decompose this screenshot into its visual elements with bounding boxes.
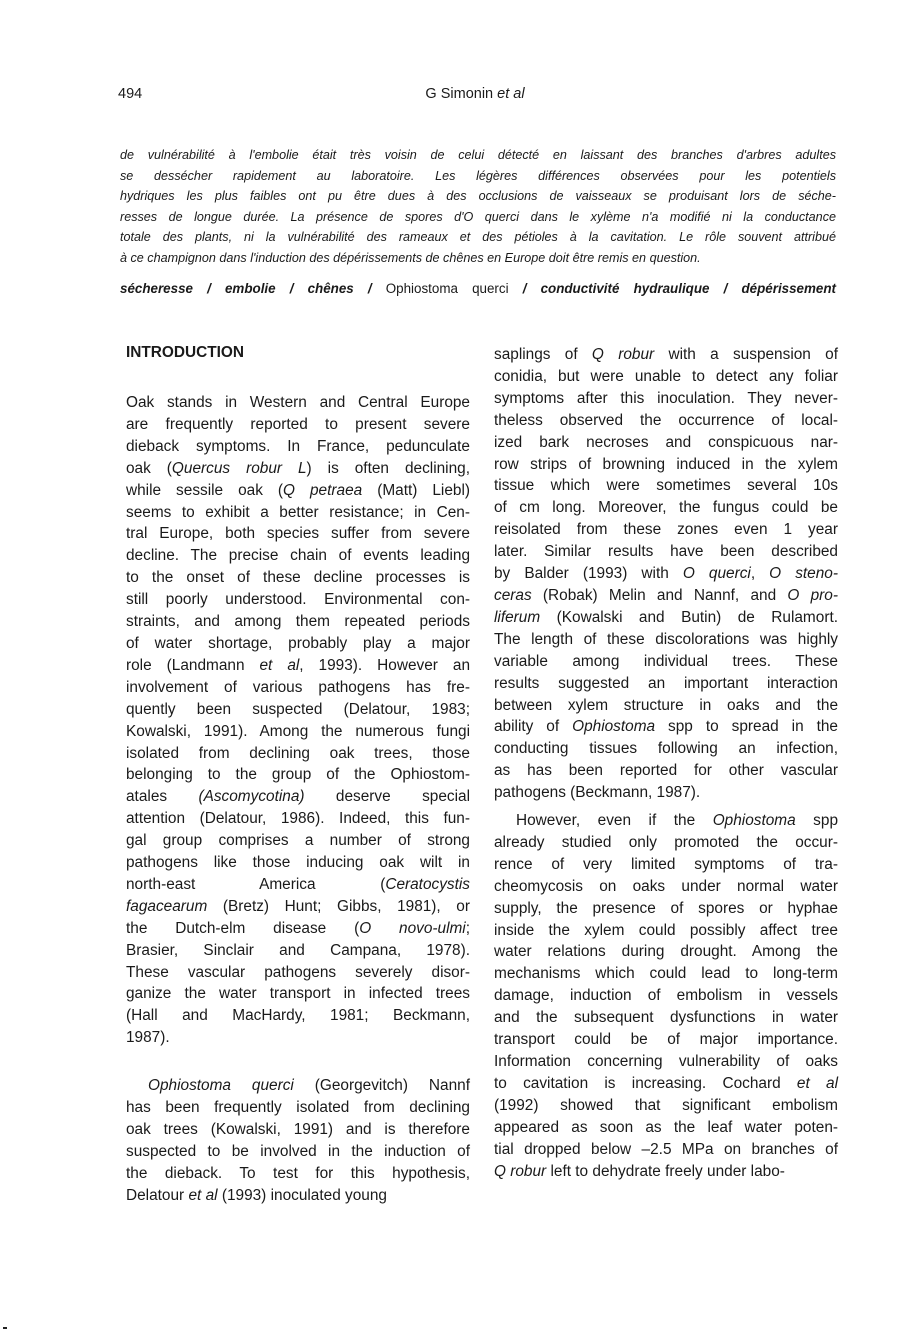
text-line [494, 1161, 838, 1183]
text-line [126, 655, 470, 677]
text-line: suspected to be involved in the induction of [126, 1142, 470, 1160]
scan-mark [3, 1327, 7, 1329]
text-line: ganize the water transport in infected trees [126, 985, 470, 1003]
text-line: tial dropped below –2.5 MPa on branches of [494, 1140, 838, 1158]
text-segment: saplings of [494, 346, 592, 363]
text-line: involvement of various pathogens has fre- [126, 678, 470, 696]
text-line: pathogens (Beckmann, 1987). [494, 784, 701, 802]
text-segment: (1993) inoculated young [217, 1186, 387, 1204]
italic-term: ceras [494, 586, 532, 604]
text-line: oak trees (Kowalski, 1991) and is therefore [126, 1120, 470, 1138]
text-segment: with a suspension of [654, 346, 838, 363]
text-line: tral Europe, both species suffer from severe [126, 525, 470, 543]
text-segment: Delatour [126, 1186, 189, 1204]
italic-term: Ophiostoma querci [148, 1077, 294, 1094]
text-line: pathogens like those inducing oak wilt in [126, 854, 470, 872]
text-line: row strips of browning induced in the xylem [494, 455, 838, 473]
italic-term: O querci [682, 565, 751, 583]
text-segment: , [750, 565, 770, 583]
text-line [126, 786, 470, 808]
text-line: belonging to the group of the Ophiostom- [126, 766, 470, 784]
running-title-authors: G Simonin [425, 86, 494, 102]
text-line: tissue which were sometimes several 10s [494, 477, 838, 495]
italic-term: Q petraea [283, 481, 363, 499]
text-segment: by Balder (1993) with [494, 565, 683, 583]
text-line: Information concerning vulnerability of oaks [494, 1052, 838, 1070]
text-line: theless observed the occurrence of local- [494, 411, 838, 429]
text-line [126, 458, 470, 480]
text-segment: left to dehydrate freely under labo- [546, 1162, 785, 1180]
running-head [118, 86, 832, 108]
text-line: still poorly understood. Environmental con- [126, 591, 470, 609]
text-segment: the Dutch-elm disease ( [126, 919, 360, 937]
abstract-french [120, 145, 836, 269]
text-line: gal group comprises a number of strong [126, 832, 470, 850]
text-segment: (Matt) Liebl) [362, 481, 471, 499]
text-line: the dieback. To test for this hypothesis, [126, 1164, 470, 1182]
text-line [126, 1185, 470, 1207]
text-segment: atales [126, 788, 199, 806]
left-paragraph-1 [126, 392, 470, 1049]
text-line: cheomycosis on oaks under normal water [494, 877, 838, 895]
text-line: inside the xylem could possibly affect tree [494, 921, 838, 939]
text-line [494, 563, 838, 585]
italic-term: et al [259, 656, 300, 674]
text-line: as has been reported for other vascular [494, 762, 838, 780]
abstract-line: resses de longue durée. La présence de spores d'O querci dans le xylème n'a modifié ni la conductance [120, 209, 836, 224]
text-line: transport could be of major importance. [494, 1031, 838, 1049]
italic-term: Q robur [494, 1162, 547, 1180]
italic-term: (Ascomycotina) [198, 788, 305, 806]
text-line [126, 918, 470, 940]
text-line: between xylem structure in oaks and the [494, 696, 838, 714]
right-paragraph-1 [494, 344, 838, 804]
text-segment: (Kowalski and Butin) de Rulamort. [540, 608, 838, 626]
italic-term: et al [796, 1074, 839, 1092]
left-paragraph-2 [126, 1075, 470, 1206]
text-line: isolated from declining oak trees, those [126, 744, 470, 762]
text-line [494, 1073, 838, 1095]
text-line: ized bark necroses and conspicuous nar- [494, 433, 838, 451]
text-line: (1992) showed that significant embolism [494, 1096, 838, 1114]
italic-term: O novo-ulmi [359, 919, 466, 937]
text-segment: (Georgevitch) Nannf [293, 1077, 470, 1094]
text-line: (Hall and MacHardy, 1981; Beckmann, [126, 1007, 470, 1025]
italic-term: Ophiostoma [572, 718, 656, 736]
text-segment: , 1993). However an [299, 656, 471, 674]
text-line: decline. The precise chain of events leading [126, 547, 470, 565]
text-line: rence of very limited symptoms of tra- [494, 855, 838, 873]
keywords-species: Ophiostoma querci [385, 281, 509, 296]
text-line: of water shortage, probably play a major [126, 634, 470, 652]
text-segment: to cavitation is increasing. Cochard [494, 1074, 797, 1092]
text-line: later. Similar results have been described [494, 543, 838, 561]
text-segment: deserve special [304, 788, 470, 806]
text-line: attention (Delatour, 1986). Indeed, this fun- [126, 810, 470, 828]
keywords-part1: sécheresse / embolie / chênes / [120, 281, 386, 296]
text-segment: ; [465, 919, 471, 937]
text-segment: spp to spread in the [655, 718, 838, 736]
italic-term: liferum [494, 608, 541, 626]
keywords [120, 281, 836, 296]
text-line [494, 585, 838, 607]
abstract-line: de vulnérabilité à l'embolie était très voisin de celui détecté en laissant des branches d'arbres adultes [120, 148, 836, 162]
italic-term: Q robur [591, 346, 655, 363]
text-line [494, 716, 838, 738]
text-line [126, 896, 470, 918]
text-line: Kowalski, 1991). Among the numerous fungi [126, 722, 470, 740]
abstract-line: hydriques les plus faibles ont pu être dues à des occlusions de vaisseaux se produisant lors de séche- [120, 189, 836, 204]
section-heading-introduction: INTRODUCTION [126, 344, 244, 361]
text-segment: (Bretz) Hunt; Gibbs, 1981), or [207, 897, 470, 915]
text-line [126, 874, 470, 896]
text-line: appeared as soon as the leaf water poten- [494, 1118, 838, 1136]
running-title [118, 86, 832, 102]
text-line [126, 480, 470, 502]
text-segment: ) is often declining, [306, 459, 470, 477]
text-line: straints, and among them repeated periods [126, 613, 470, 631]
text-line [494, 607, 838, 629]
text-line: Oak stands in Western and Central Europe [126, 394, 470, 411]
text-line: to the onset of these decline processes is [126, 569, 470, 587]
abstract-line: à ce champignon dans l'induction des dépérissements de chênes en Europe doit être remis en question. [120, 250, 701, 265]
text-segment: while sessile oak ( [126, 481, 284, 499]
text-line: 1987). [126, 1029, 170, 1047]
text-segment: oak ( [126, 459, 172, 477]
text-line: Brasier, Sinclair and Campana, 1978). [126, 941, 470, 959]
text-line: reisolated from these zones even 1 year [494, 521, 838, 539]
running-title-etal: et al [497, 86, 525, 102]
italic-term: Ophiostoma [712, 812, 796, 829]
text-line: water relations during drought. Among the [494, 943, 838, 961]
text-line: has been frequently isolated from declining [126, 1098, 470, 1116]
keywords-part2: / conductivité hydraulique / dépérissement [508, 281, 836, 296]
text-segment: However, even if the [516, 812, 713, 829]
text-line: already studied only promoted the occur- [494, 833, 838, 851]
text-line: conidia, but were unable to detect any foliar [494, 367, 838, 385]
text-line: dieback symptoms. In France, pedunculate [126, 437, 470, 455]
abstract-line: totale des plants, ni la vulnérabilité des rameaux et des pétioles à la cavitation. Le rôle souvent attribué [120, 230, 836, 245]
text-line: seems to exhibit a better resistance; in Cen- [126, 503, 470, 521]
text-line: of cm long. Moreover, the fungus could be [494, 499, 838, 517]
text-segment: (Robak) Melin and Nannf, and [531, 586, 788, 604]
italic-term: O pro- [787, 586, 838, 604]
text-segment: ability of [494, 718, 573, 736]
text-segment: role (Landmann [126, 656, 260, 674]
italic-term: fagacearum [126, 897, 208, 915]
page-number: 494 [118, 86, 143, 102]
text-line: The length of these discolorations was highly [494, 630, 838, 648]
right-paragraph-2 [494, 810, 838, 1182]
italic-term: Quercus robur L [171, 459, 307, 477]
italic-term: O steno- [769, 565, 838, 583]
text-line: supply, the presence of spores or hyphae [494, 899, 838, 917]
text-line: symptoms after this inoculation. They never- [494, 389, 838, 407]
text-line [126, 1075, 470, 1097]
text-line: quently been suspected (Delatour, 1983; [126, 700, 470, 718]
text-line: mechanisms which could lead to long-term [494, 965, 838, 983]
text-line: damage, induction of embolism in vessels [494, 987, 838, 1005]
text-line [494, 810, 838, 832]
text-line: variable among individual trees. These [494, 652, 838, 670]
abstract-line: se dessécher rapidement au laboratoire. Les légères différences observées pour les potentiels [120, 168, 836, 183]
italic-term: et al [188, 1186, 218, 1204]
text-line: These vascular pathogens severely disor- [126, 963, 470, 981]
italic-term: Ceratocystis [385, 875, 470, 893]
text-segment: spp [795, 812, 838, 829]
text-line [494, 344, 838, 366]
text-segment: north-east America ( [126, 875, 386, 893]
text-line: results suggested an important interaction [494, 674, 838, 692]
text-line: conducting tissues following an infection, [494, 740, 838, 758]
text-line: and the subsequent dysfunctions in water [494, 1009, 838, 1027]
text-line: are frequently reported to present severe [126, 415, 470, 433]
